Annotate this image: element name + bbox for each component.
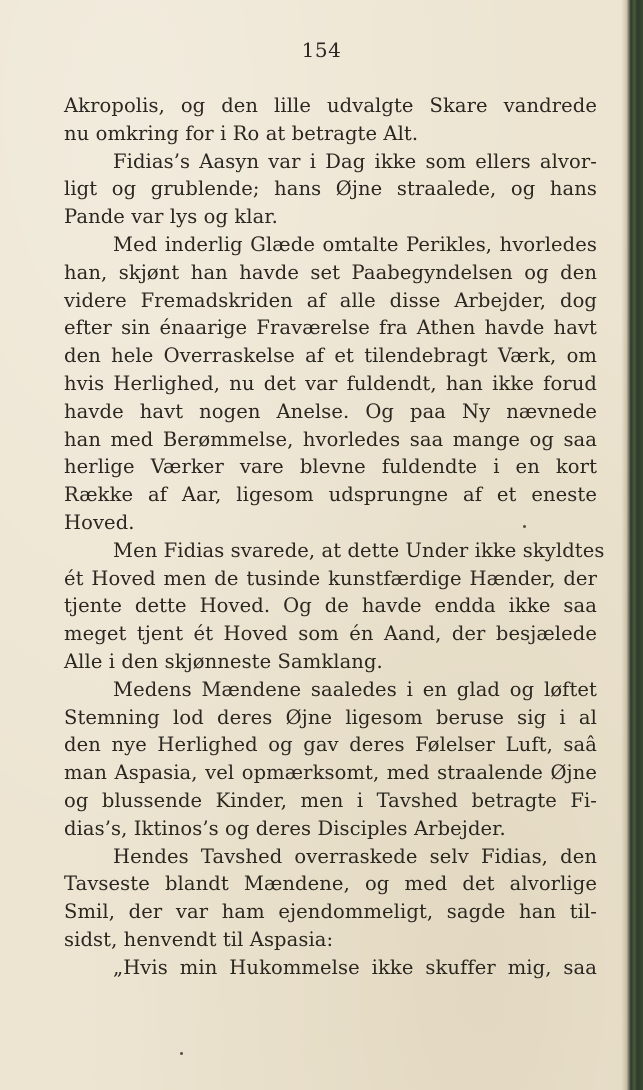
- text-line: havde havt nogen Anelse. Og paa Ny nævnede: [64, 399, 597, 423]
- text-line: Pande var lys og klar.: [64, 205, 278, 229]
- text-line: ét Hoved men de tusinde kunstfærdige Hænder, der: [64, 566, 597, 590]
- text-line: Række af Aar, ligesom udsprungne af et eneste: [64, 483, 597, 507]
- text-line: dias’s, Iktinos’s og deres Disciples Arbejder.: [64, 816, 506, 840]
- text-line: efter sin énaarige Fraværelse fra Athen havde havt: [64, 316, 597, 340]
- page-number: 154: [301, 38, 342, 62]
- text-line: tjente dette Hoved. Og de havde endda ikke saa: [64, 594, 597, 618]
- text-line: man Aspasia, vel opmærksomt, med straalende Øjne: [64, 761, 597, 785]
- body-text: [64, 92, 605, 982]
- text-line: Alle i den skjønneste Samklang.: [64, 649, 383, 673]
- text-line: sidst, henvendt til Aspasia:: [64, 927, 334, 951]
- page-edge: [621, 0, 643, 1090]
- text-line: Akropolis, og den lille udvalgte Skare vandrede: [64, 94, 597, 117]
- text-line: videre Fremadskriden af alle disse Arbejder, dog: [64, 288, 597, 312]
- text-line: nu omkring for i Ro at betragte Alt.: [64, 121, 419, 145]
- text-line: meget tjent ét Hoved som én Aand, der besjælede: [64, 622, 597, 646]
- text-line: ligt og grublende; hans Øjne straalede, og hans: [64, 177, 597, 201]
- text-line: hvis Herlighed, nu det var fuldendt, han ikke forud: [64, 371, 597, 395]
- text-line: Men Fidias svarede, at dette Under ikke skyldtes: [113, 538, 605, 562]
- text-line: Smil, der var ham ejendommeligt, sagde han til-: [64, 900, 597, 924]
- text-line: herlige Værker vare blevne fuldendte i en kort: [64, 455, 597, 479]
- text-line: Tavseste blandt Mændene, og med det alvorlige: [64, 872, 597, 896]
- text-line: Stemning lod deres Øjne ligesom beruse sig i al: [64, 705, 597, 729]
- text-line: den nye Herlighed og gav deres Følelser Luft, saâ: [64, 733, 597, 757]
- text-line: han med Berømmelse, hvorledes saa mange og saa: [64, 427, 597, 451]
- paper-speck: [523, 525, 526, 528]
- text-line: han, skjønt han havde set Paabegyndelsen og den: [64, 260, 597, 284]
- text-line: den hele Overraskelse af et tilendebragt Værk, om: [64, 344, 597, 368]
- text-line: Medens Mændene saaledes i en glad og løftet: [113, 677, 597, 701]
- text-line: Hoved.: [64, 510, 135, 534]
- text-line: Med inderlig Glæde omtalte Perikles, hvorledes: [113, 232, 597, 256]
- text-line: Fidias’s Aasyn var i Dag ikke som ellers alvor-: [113, 149, 597, 173]
- paper-speck: [180, 1052, 183, 1055]
- text-line: og blussende Kinder, men i Tavshed betragte Fi-: [64, 788, 597, 812]
- text-line: „Hvis min Hukommelse ikke skuffer mig, saa: [113, 955, 597, 979]
- text-line: Hendes Tavshed overraskede selv Fidias, den: [113, 844, 597, 868]
